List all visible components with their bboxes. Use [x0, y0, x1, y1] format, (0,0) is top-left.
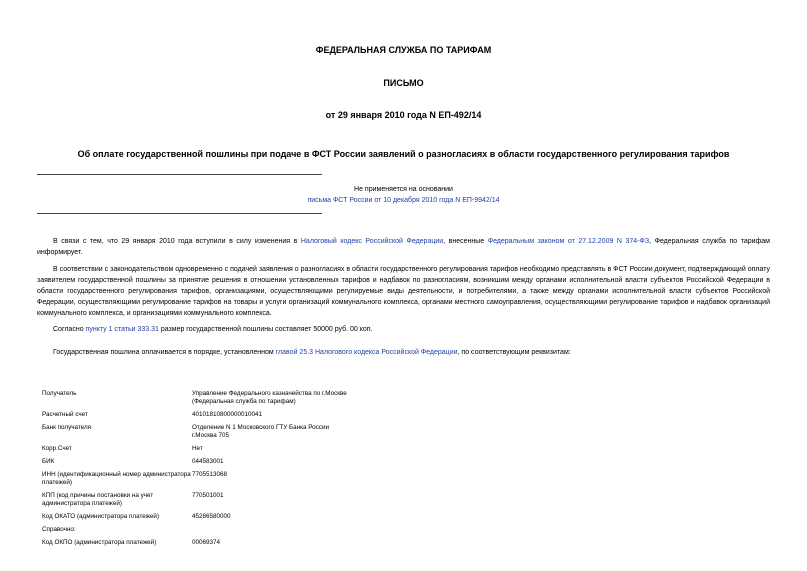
chapter-25-3-link[interactable]: главой 25.3 Налогового кодекса Российской Федерации	[275, 349, 458, 356]
document-subject: Об оплате государственной пошлины при подаче в ФСТ России заявлений о разногласиях в области государственного регулирования тарифов	[77, 149, 730, 159]
requisite-value: 40101810800000010041	[192, 411, 263, 418]
requisite-label: КПП (код причины постановки на учет администратора платежей)	[42, 492, 154, 507]
agency-title: ФЕДЕРАЛЬНАЯ СЛУЖБА ПО ТАРИФАМ	[315, 45, 492, 55]
requisite-value: 770501001	[192, 492, 224, 499]
status-note-link-line	[0, 196, 807, 206]
p3-text-b: размер государственной пошлины составляет 50000 руб. 00 коп.	[158, 326, 373, 333]
table-row	[42, 390, 352, 411]
requisite-value: 45286580000	[192, 513, 231, 520]
requisites-table	[42, 390, 352, 552]
table-row	[42, 513, 352, 526]
paragraph-2: В соответствии с законодательством одновременно с подачей заявления о разногласиях в области государственного регулирования тарифов необходимо представлять в ФСТ России документ, подтверждающий оплату заявителем государственной пошлины за принятие решения в отношении установленных тарифов и надбавок по разногласиям, возникшим между органами исполнительной власти субъектов Российской Федерации в области государственного регулирования тарифов, организациями, осуществляющими регулируемые виды деятельности, и потребителями, а также между органами исполнительной власти субъектов Российской Федерации, осуществляющими регулирование тарифов на товары и услуги организаций коммунального комплекса, органами местного самоуправления, осуществляющими регулирование тарифов и надбавок организаций коммунального комплекса, и организациями коммунального комплекса.	[37, 266, 770, 317]
table-row	[42, 458, 352, 471]
p1-text-a: В связи с тем, что 29 января 2010 года вступили в силу изменения в	[53, 238, 301, 245]
tax-code-link[interactable]: Налоговый кодекс Российской Федерации	[300, 238, 444, 245]
divider-top	[37, 174, 322, 175]
document-type: ПИСЬМО	[383, 78, 424, 88]
article-333-31-link[interactable]: пункту 1 статьи 333.31	[85, 326, 159, 333]
status-note: Не применяется на основании	[354, 186, 453, 193]
p1-text-c: , Федеральная служба по тарифам информирует.	[37, 238, 770, 256]
requisite-label: ИНН (идентификационный номер администратора платежей)	[42, 471, 191, 486]
requisite-value: Отделение N 1 Московского ГТУ Банка России г.Москва 705	[192, 424, 329, 439]
requisite-value: 7705513068	[192, 471, 228, 478]
p3-text-a: Согласно	[53, 326, 86, 333]
p1-text-b: , внесенные	[443, 238, 488, 245]
requisite-label: Получатель	[42, 390, 77, 397]
requisite-value: Нет	[192, 445, 203, 452]
requisite-label: Код ОКПО (администратора платежей)	[42, 539, 157, 546]
requisite-label: Справочно:	[42, 526, 76, 533]
requisite-label: Корр.Счет	[42, 445, 72, 452]
table-row	[42, 526, 352, 539]
requisite-label: Код ОКАТО (администратора платежей)	[42, 513, 160, 520]
document-date-number: от 29 января 2010 года N ЕП-492/14	[325, 110, 482, 120]
requisite-label: БИК	[42, 458, 55, 465]
p4-text-a: Государственная пошлина оплачивается в порядке, установленном	[53, 349, 276, 356]
table-row	[42, 539, 352, 552]
status-note-link[interactable]: письма ФСТ России от 10 декабря 2010 года N ЕП-9942/14	[307, 197, 500, 204]
requisite-value: 00069374	[192, 539, 221, 546]
divider-bottom	[37, 213, 322, 214]
table-row	[42, 445, 352, 458]
federal-law-link[interactable]: Федеральным законом от 27.12.2009 N 374-ФЗ	[487, 238, 650, 245]
table-row	[42, 411, 352, 424]
paragraph-3	[37, 324, 770, 335]
p4-text-b: , по соответствующим реквизитам:	[457, 349, 571, 356]
requisite-label: Расчетный счет	[42, 411, 88, 418]
table-row	[42, 471, 352, 492]
requisite-value: 044583001	[192, 458, 224, 465]
table-row	[42, 424, 352, 445]
requisite-value	[192, 526, 352, 539]
paragraph-4	[37, 347, 770, 358]
requisite-value: Управление Федерального казначейства по г.Москве (Федеральная служба по тарифам)	[192, 390, 347, 405]
paragraph-1	[37, 236, 770, 258]
table-row	[42, 492, 352, 513]
requisite-label: Банк получателя	[42, 424, 92, 431]
